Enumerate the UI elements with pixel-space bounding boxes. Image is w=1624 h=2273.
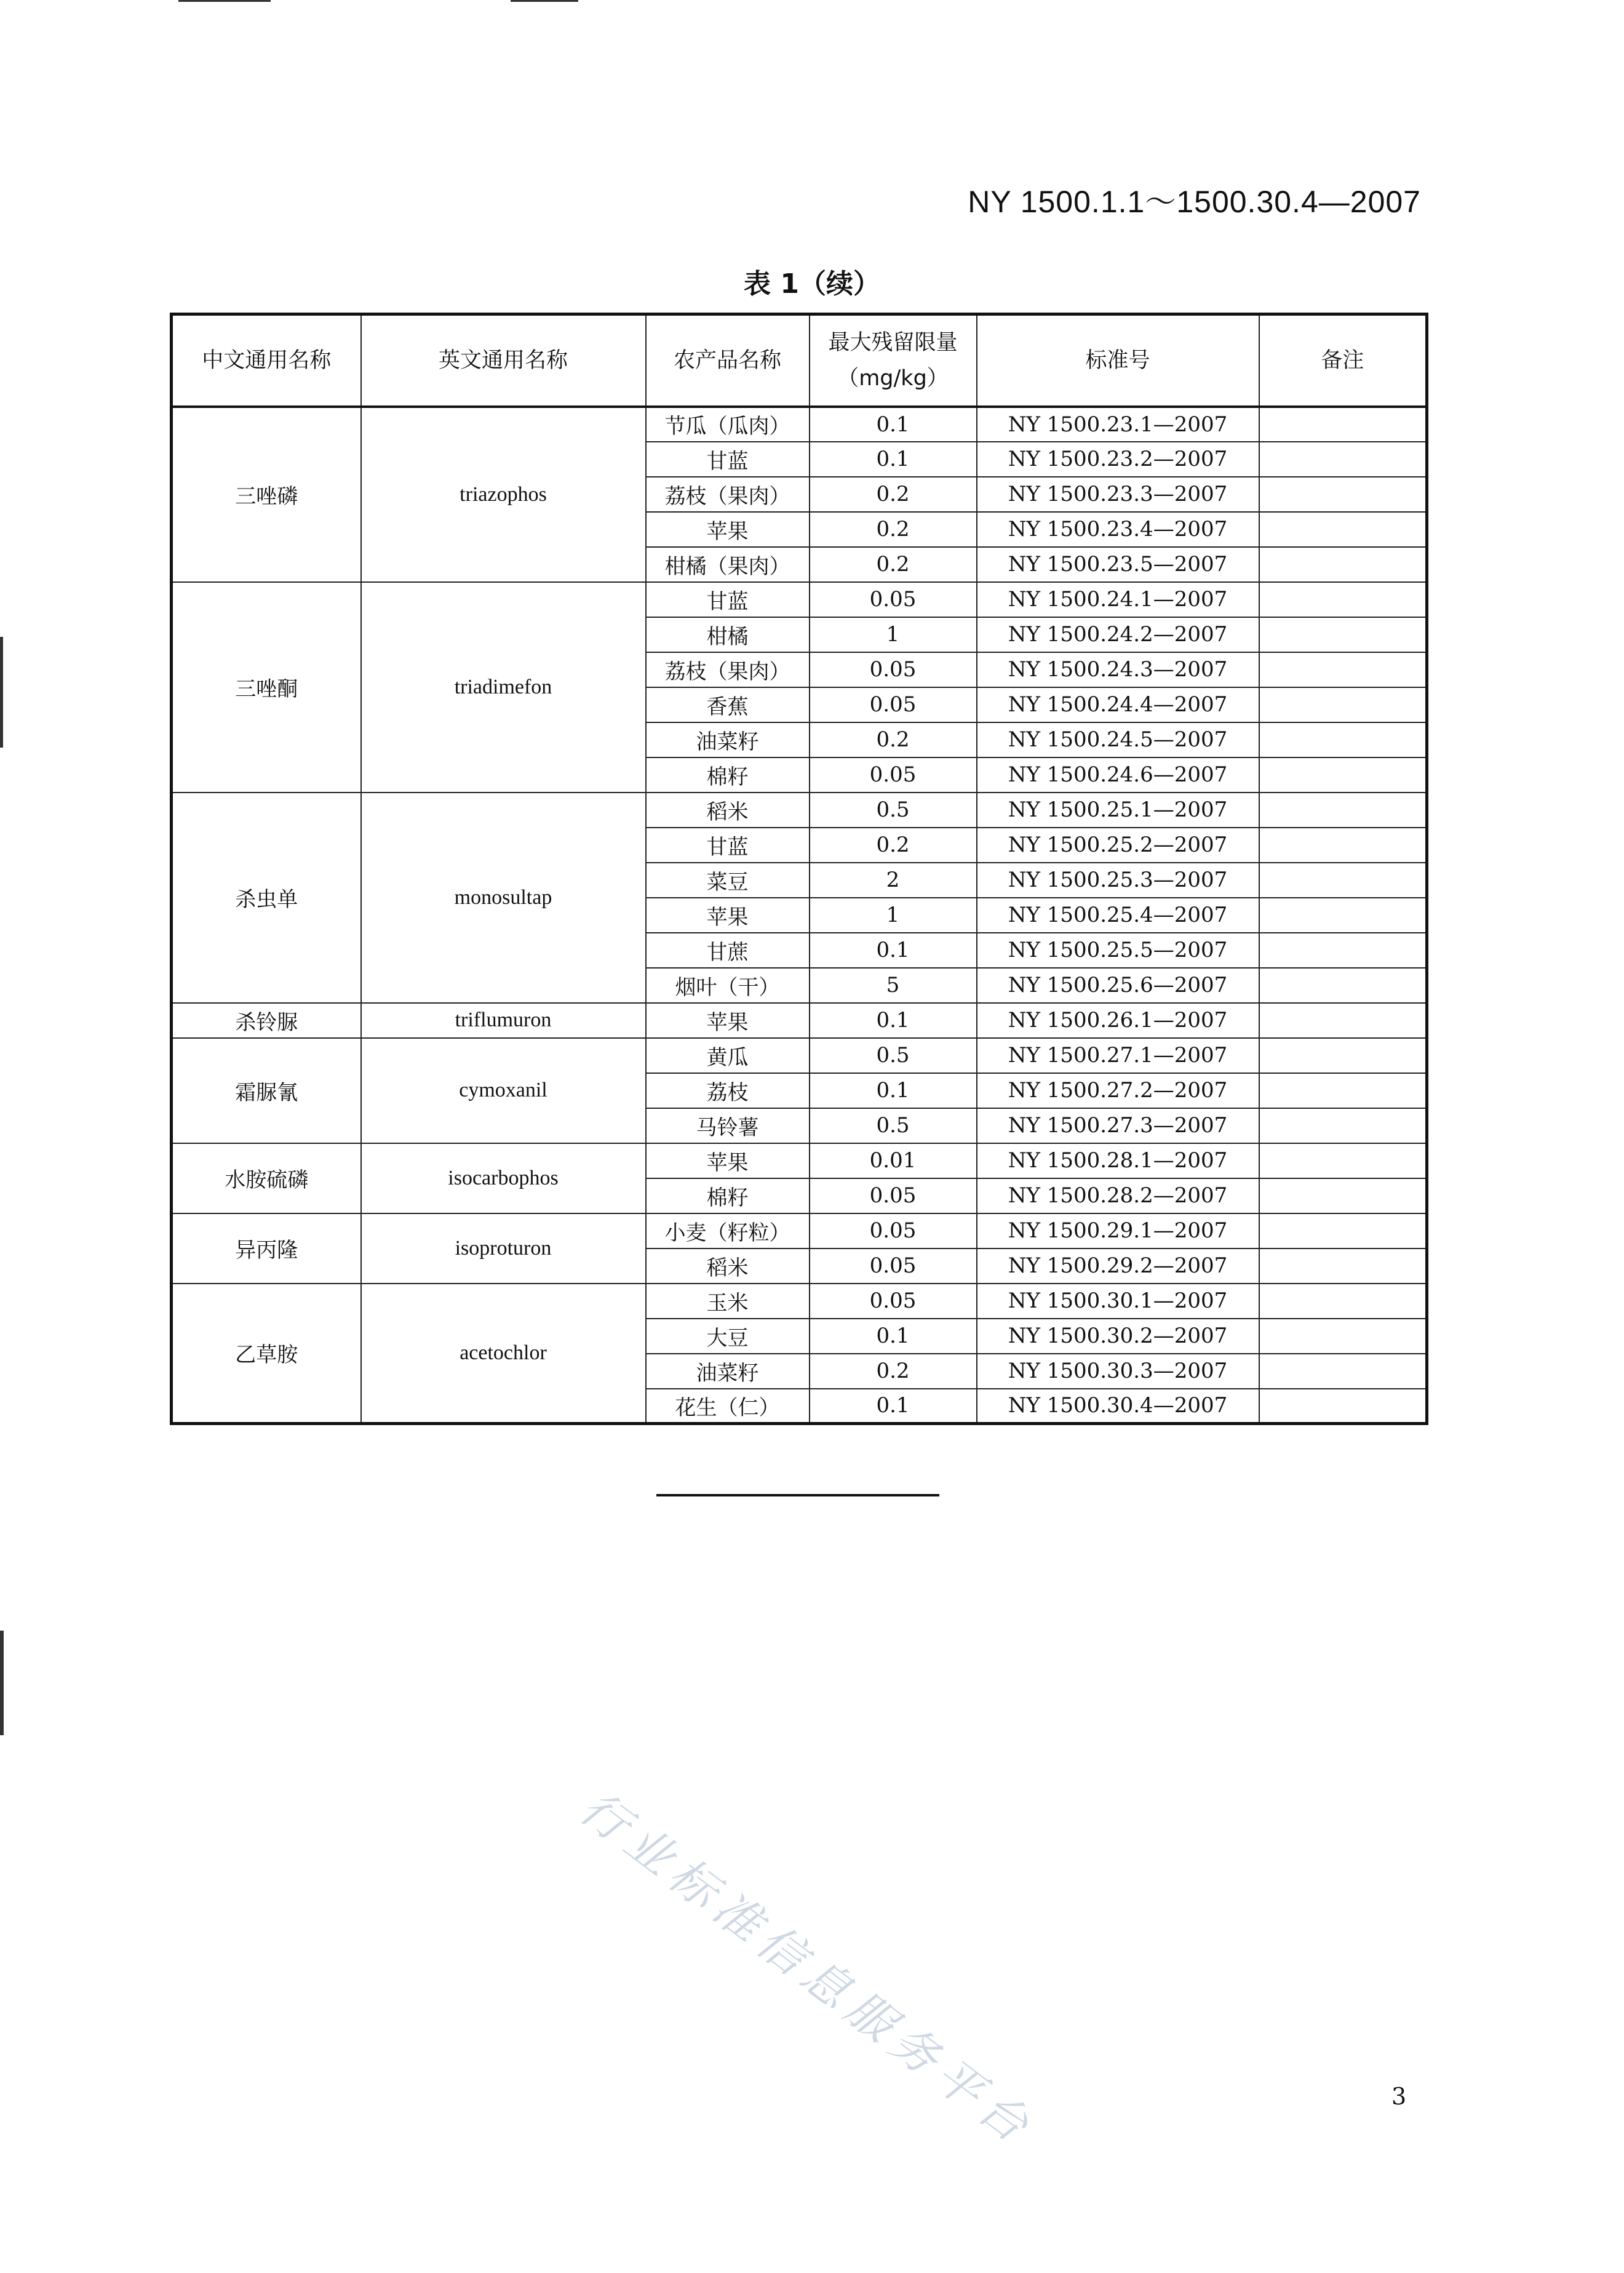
max-residue-limit: 0.2 bbox=[810, 1354, 977, 1389]
pesticide-en-name: triazophos bbox=[361, 407, 646, 582]
pesticide-en-name: isocarbophos bbox=[361, 1143, 646, 1213]
pesticide-cn-name: 霜脲氰 bbox=[172, 1038, 361, 1143]
col-header-en-name: 英文通用名称 bbox=[361, 314, 646, 407]
standard-number: NY 1500.27.1—2007 bbox=[977, 1038, 1259, 1073]
pesticide-en-name: triadimefon bbox=[361, 582, 646, 793]
product-name: 稻米 bbox=[646, 1248, 810, 1284]
pesticide-en-name: monosultap bbox=[361, 793, 646, 1003]
table-row bbox=[172, 1143, 1427, 1178]
product-name: 油菜籽 bbox=[646, 722, 810, 757]
max-residue-limit: 0.1 bbox=[810, 1073, 977, 1108]
product-name: 菜豆 bbox=[646, 863, 810, 898]
table-header-row bbox=[172, 314, 1427, 407]
pesticide-en-name: triflumuron bbox=[361, 1003, 646, 1038]
remark-cell bbox=[1259, 477, 1427, 512]
remark-cell bbox=[1259, 1003, 1427, 1038]
product-name: 棉籽 bbox=[646, 1178, 810, 1213]
standard-number: NY 1500.29.1—2007 bbox=[977, 1213, 1259, 1248]
pesticide-cn-name: 杀虫单 bbox=[172, 793, 361, 1003]
pesticide-cn-name: 三唑酮 bbox=[172, 582, 361, 793]
standard-number: NY 1500.28.2—2007 bbox=[977, 1178, 1259, 1213]
col-header-mrl-line2: （mg/kg） bbox=[837, 366, 949, 391]
residue-limit-table bbox=[170, 313, 1428, 1425]
table-caption: 表 1（续） bbox=[744, 268, 880, 300]
remark-cell bbox=[1259, 1143, 1427, 1178]
scan-edge-mark bbox=[0, 637, 3, 748]
standard-number: NY 1500.23.4—2007 bbox=[977, 512, 1259, 547]
pesticide-cn-name: 异丙隆 bbox=[172, 1213, 361, 1284]
remark-cell bbox=[1259, 1389, 1427, 1424]
max-residue-limit: 0.1 bbox=[810, 1319, 977, 1354]
max-residue-limit: 0.1 bbox=[810, 933, 977, 968]
product-name: 花生（仁） bbox=[646, 1389, 810, 1424]
product-name: 玉米 bbox=[646, 1284, 810, 1319]
max-residue-limit: 0.05 bbox=[810, 1284, 977, 1319]
table-row bbox=[172, 1213, 1427, 1248]
standard-number: NY 1500.24.6—2007 bbox=[977, 757, 1259, 793]
product-name: 油菜籽 bbox=[646, 1354, 810, 1389]
standard-number: NY 1500.25.3—2007 bbox=[977, 863, 1259, 898]
max-residue-limit: 0.1 bbox=[810, 407, 977, 442]
remark-cell bbox=[1259, 652, 1427, 687]
max-residue-limit: 0.05 bbox=[810, 687, 977, 722]
standard-number: NY 1500.25.5—2007 bbox=[977, 933, 1259, 968]
pesticide-en-name: cymoxanil bbox=[361, 1038, 646, 1143]
standard-number: NY 1500.27.2—2007 bbox=[977, 1073, 1259, 1108]
col-header-product: 农产品名称 bbox=[646, 314, 810, 407]
standard-number: NY 1500.24.5—2007 bbox=[977, 722, 1259, 757]
table-row bbox=[172, 407, 1427, 442]
scan-edge-mark bbox=[0, 1631, 4, 1735]
max-residue-limit: 0.5 bbox=[810, 793, 977, 828]
standard-number: NY 1500.23.2—2007 bbox=[977, 442, 1259, 477]
max-residue-limit: 0.05 bbox=[810, 1178, 977, 1213]
standard-number: NY 1500.30.1—2007 bbox=[977, 1284, 1259, 1319]
max-residue-limit: 0.05 bbox=[810, 652, 977, 687]
max-residue-limit: 5 bbox=[810, 968, 977, 1003]
max-residue-limit: 0.05 bbox=[810, 1248, 977, 1284]
table-row bbox=[172, 793, 1427, 828]
max-residue-limit: 0.1 bbox=[810, 442, 977, 477]
col-header-standard-no: 标准号 bbox=[977, 314, 1259, 407]
remark-cell bbox=[1259, 617, 1427, 652]
remark-cell bbox=[1259, 1319, 1427, 1354]
pesticide-cn-name: 乙草胺 bbox=[172, 1284, 361, 1424]
col-header-cn-name: 中文通用名称 bbox=[172, 314, 361, 407]
remark-cell bbox=[1259, 1178, 1427, 1213]
pesticide-cn-name: 三唑磷 bbox=[172, 407, 361, 582]
remark-cell bbox=[1259, 1108, 1427, 1143]
remark-cell bbox=[1259, 1354, 1427, 1389]
standard-number: NY 1500.24.4—2007 bbox=[977, 687, 1259, 722]
product-name: 柑橘（果肉） bbox=[646, 547, 810, 582]
max-residue-limit: 0.2 bbox=[810, 828, 977, 863]
standard-number: NY 1500.25.2—2007 bbox=[977, 828, 1259, 863]
product-name: 荔枝 bbox=[646, 1073, 810, 1108]
product-name: 稻米 bbox=[646, 793, 810, 828]
remark-cell bbox=[1259, 968, 1427, 1003]
max-residue-limit: 0.1 bbox=[810, 1003, 977, 1038]
remark-cell bbox=[1259, 407, 1427, 442]
remark-cell bbox=[1259, 1038, 1427, 1073]
remark-cell bbox=[1259, 512, 1427, 547]
remark-cell bbox=[1259, 582, 1427, 617]
max-residue-limit: 1 bbox=[810, 617, 977, 652]
remark-cell bbox=[1259, 1213, 1427, 1248]
product-name: 香蕉 bbox=[646, 687, 810, 722]
max-residue-limit: 0.1 bbox=[810, 1389, 977, 1424]
remark-cell bbox=[1259, 793, 1427, 828]
product-name: 苹果 bbox=[646, 898, 810, 933]
table-body bbox=[172, 407, 1427, 1424]
remark-cell bbox=[1259, 898, 1427, 933]
max-residue-limit: 0.05 bbox=[810, 757, 977, 793]
standard-code: NY 1500.1.1～1500.30.4—2007 bbox=[968, 185, 1421, 219]
col-header-mrl-line1: 最大残留限量 bbox=[828, 330, 958, 355]
col-header-remarks: 备注 bbox=[1259, 314, 1427, 407]
product-name: 荔枝（果肉） bbox=[646, 652, 810, 687]
remark-cell bbox=[1259, 1073, 1427, 1108]
standard-number: NY 1500.25.1—2007 bbox=[977, 793, 1259, 828]
standard-number: NY 1500.26.1—2007 bbox=[977, 1003, 1259, 1038]
standard-number: NY 1500.23.1—2007 bbox=[977, 407, 1259, 442]
pesticide-cn-name: 水胺硫磷 bbox=[172, 1143, 361, 1213]
end-of-standard-rule bbox=[656, 1494, 939, 1496]
pesticide-en-name: isoproturon bbox=[361, 1213, 646, 1284]
max-residue-limit: 1 bbox=[810, 898, 977, 933]
remark-cell bbox=[1259, 547, 1427, 582]
max-residue-limit: 0.2 bbox=[810, 477, 977, 512]
remark-cell bbox=[1259, 828, 1427, 863]
product-name: 黄瓜 bbox=[646, 1038, 810, 1073]
pesticide-en-name: acetochlor bbox=[361, 1284, 646, 1424]
table-row bbox=[172, 582, 1427, 617]
standard-number: NY 1500.25.6—2007 bbox=[977, 968, 1259, 1003]
product-name: 柑橘 bbox=[646, 617, 810, 652]
product-name: 小麦（籽粒） bbox=[646, 1213, 810, 1248]
product-name: 苹果 bbox=[646, 1003, 810, 1038]
standard-number: NY 1500.30.4—2007 bbox=[977, 1389, 1259, 1424]
max-residue-limit: 0.2 bbox=[810, 722, 977, 757]
product-name: 甘蓝 bbox=[646, 828, 810, 863]
product-name: 棉籽 bbox=[646, 757, 810, 793]
standard-number: NY 1500.25.4—2007 bbox=[977, 898, 1259, 933]
max-residue-limit: 0.5 bbox=[810, 1108, 977, 1143]
standard-number: NY 1500.23.5—2007 bbox=[977, 547, 1259, 582]
product-name: 马铃薯 bbox=[646, 1108, 810, 1143]
product-name: 甘蓝 bbox=[646, 442, 810, 477]
watermark: 行业标准信息服务平台 bbox=[570, 1780, 1046, 2157]
product-name: 节瓜（瓜肉） bbox=[646, 407, 810, 442]
standard-number: NY 1500.30.3—2007 bbox=[977, 1354, 1259, 1389]
standard-number: NY 1500.24.3—2007 bbox=[977, 652, 1259, 687]
col-header-mrl bbox=[810, 314, 977, 407]
remark-cell bbox=[1259, 863, 1427, 898]
standard-number: NY 1500.29.2—2007 bbox=[977, 1248, 1259, 1284]
standard-number: NY 1500.23.3—2007 bbox=[977, 477, 1259, 512]
table-row bbox=[172, 1003, 1427, 1038]
product-name: 荔枝（果肉） bbox=[646, 477, 810, 512]
product-name: 苹果 bbox=[646, 512, 810, 547]
standard-number: NY 1500.24.1—2007 bbox=[977, 582, 1259, 617]
remark-cell bbox=[1259, 442, 1427, 477]
product-name: 烟叶（干） bbox=[646, 968, 810, 1003]
remark-cell bbox=[1259, 1284, 1427, 1319]
standard-number: NY 1500.30.2—2007 bbox=[977, 1319, 1259, 1354]
standard-number: NY 1500.28.1—2007 bbox=[977, 1143, 1259, 1178]
standard-number: NY 1500.27.3—2007 bbox=[977, 1108, 1259, 1143]
max-residue-limit: 0.01 bbox=[810, 1143, 977, 1178]
scan-edge-mark bbox=[178, 0, 271, 2]
table-row bbox=[172, 1284, 1427, 1319]
remark-cell bbox=[1259, 757, 1427, 793]
remark-cell bbox=[1259, 687, 1427, 722]
product-name: 大豆 bbox=[646, 1319, 810, 1354]
scan-edge-mark bbox=[511, 0, 578, 2]
max-residue-limit: 0.5 bbox=[810, 1038, 977, 1073]
max-residue-limit: 0.05 bbox=[810, 1213, 977, 1248]
table-row bbox=[172, 1038, 1427, 1073]
product-name: 苹果 bbox=[646, 1143, 810, 1178]
remark-cell bbox=[1259, 933, 1427, 968]
remark-cell bbox=[1259, 1248, 1427, 1284]
pesticide-cn-name: 杀铃脲 bbox=[172, 1003, 361, 1038]
standard-number: NY 1500.24.2—2007 bbox=[977, 617, 1259, 652]
page-number: 3 bbox=[1391, 2083, 1407, 2110]
remark-cell bbox=[1259, 722, 1427, 757]
product-name: 甘蔗 bbox=[646, 933, 810, 968]
max-residue-limit: 0.2 bbox=[810, 512, 977, 547]
product-name: 甘蓝 bbox=[646, 582, 810, 617]
max-residue-limit: 0.2 bbox=[810, 547, 977, 582]
max-residue-limit: 2 bbox=[810, 863, 977, 898]
max-residue-limit: 0.05 bbox=[810, 582, 977, 617]
